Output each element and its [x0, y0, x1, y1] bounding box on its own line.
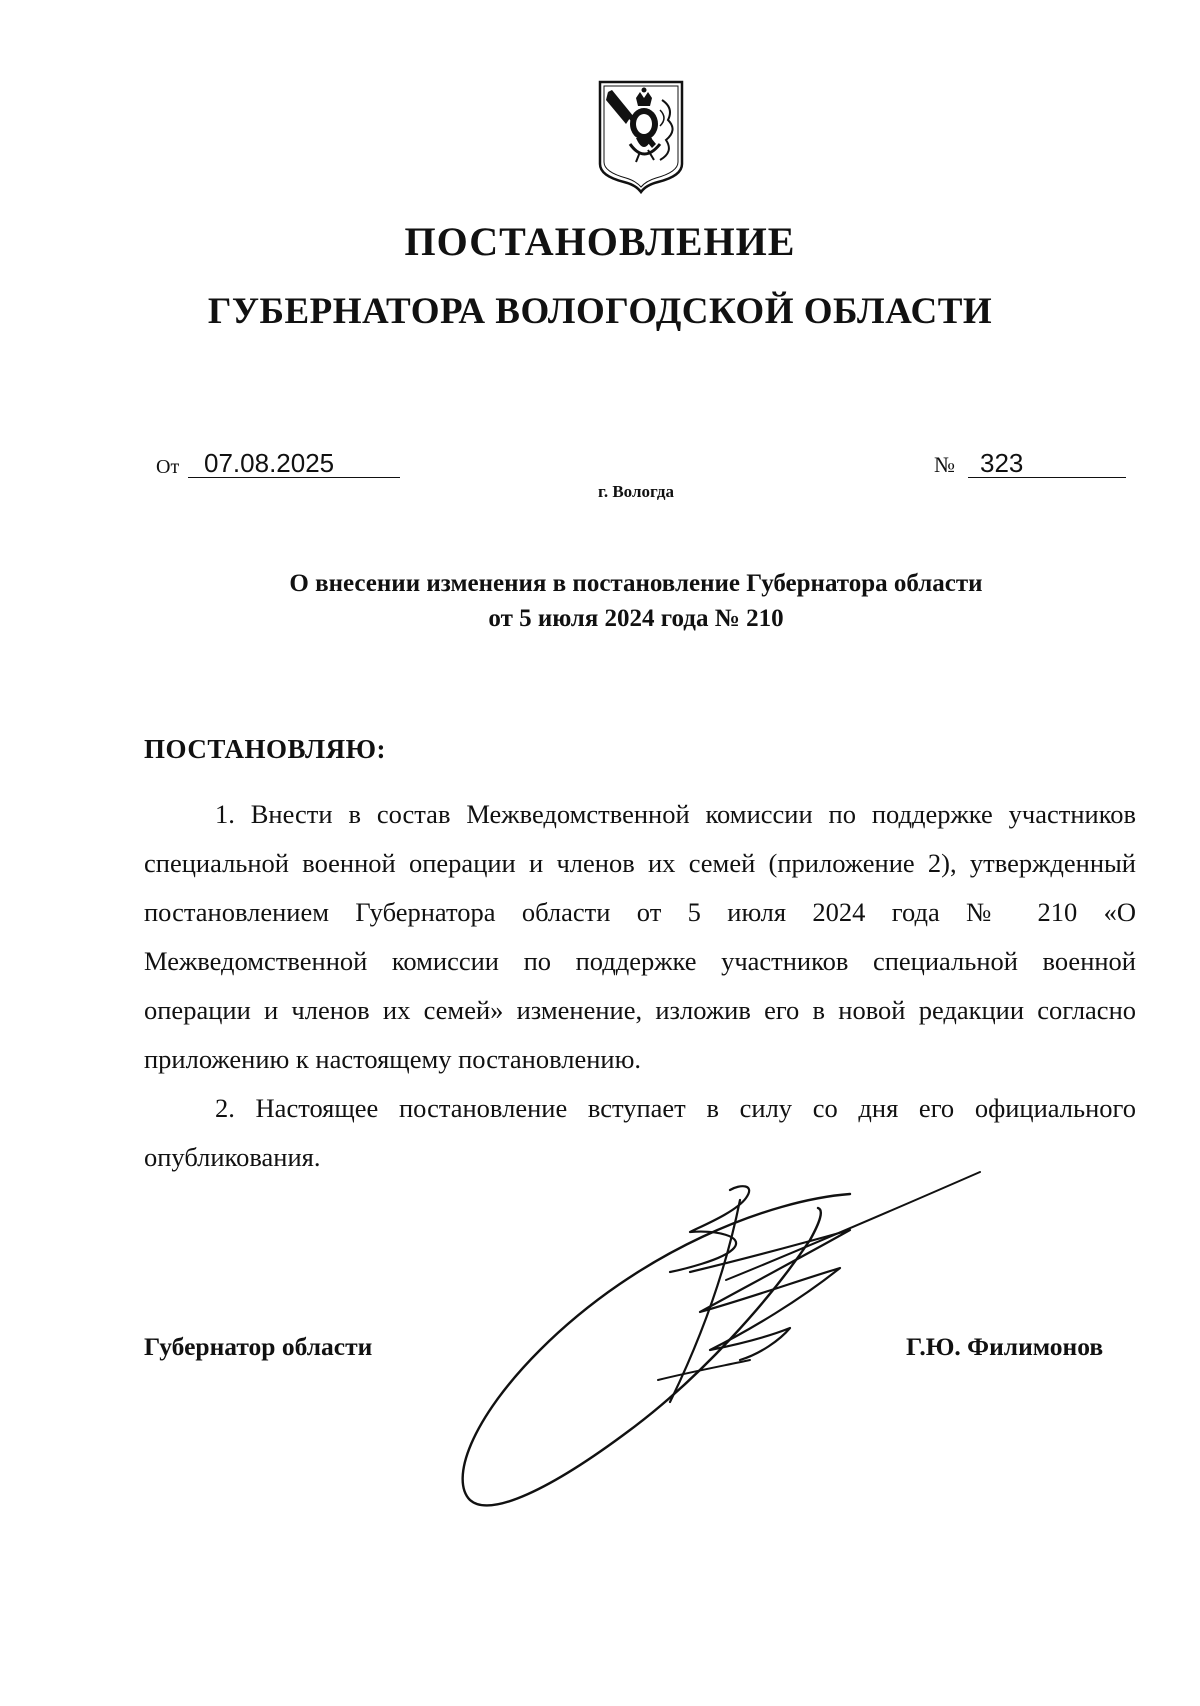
- document-issuer: ГУБЕРНАТОРА ВОЛОГОДСКОЙ ОБЛАСТИ: [207, 291, 993, 332]
- signer-name: Г.Ю. Филимонов: [906, 1332, 1104, 1361]
- number-prefix: №: [934, 452, 955, 477]
- subject-line-1: О внесении изменения в постановление Губернатора области: [289, 570, 983, 597]
- paragraph-1: 1. Внести в состав Межведомственной комиссии по поддержке участников специальной военной операции и членов их семей (приложение 2), утвержденный постановлением Губернатора области от 5 июля 2024 года № 210 «О Межведомственной комиссии по поддержке участников специальной военной операции и членов их семей» изменение, изложив его в новой редакции согласно приложению к настоящему постановлению.: [144, 799, 1136, 1074]
- document-number: 323: [968, 448, 1126, 478]
- document-title: ПОСТАНОВЛЕНИЕ: [404, 219, 796, 264]
- paragraph-2: 2. Настоящее постановление вступает в силу со дня его официального опубликования.: [144, 1093, 1136, 1172]
- document-date: 07.08.2025: [188, 448, 400, 478]
- vologda-coat-of-arms-icon: [596, 80, 686, 194]
- subject-line-2: от 5 июля 2024 года № 210: [488, 605, 784, 632]
- handwritten-signature-icon: [440, 1140, 1020, 1520]
- date-prefix: От: [156, 456, 180, 478]
- document-city: г. Вологда: [598, 482, 674, 501]
- resolve-heading: ПОСТАНОВЛЯЮ:: [144, 734, 386, 764]
- signer-role: Губернатор области: [144, 1332, 373, 1361]
- document-subject: [0, 566, 1200, 636]
